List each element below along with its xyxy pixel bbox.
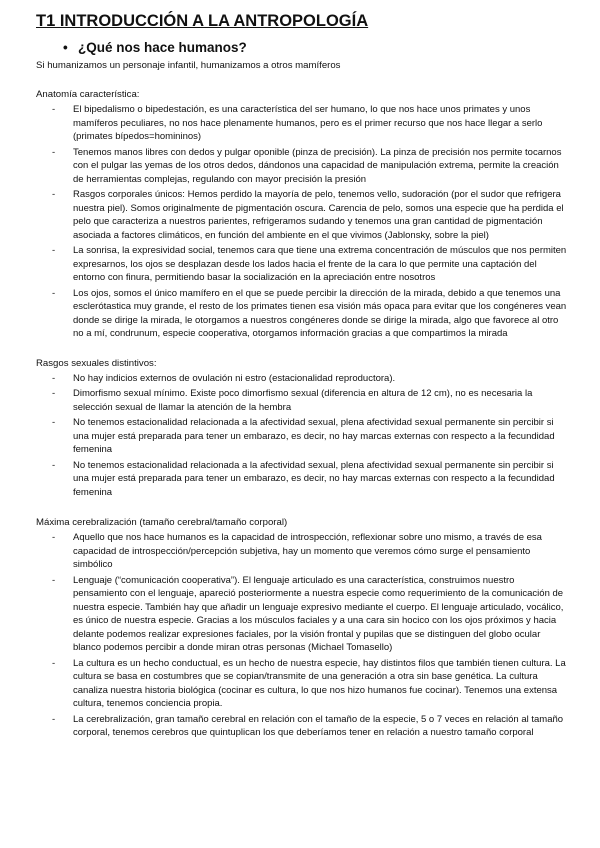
dash-icon: - — [52, 104, 56, 115]
dash-icon: - — [52, 657, 56, 669]
list-item-text: Dimorfismo sexual mínimo. Existe poco dimorfismo sexual (diferencia en altura de 12 cm), no es necesaria la selección sexual de llamar la atención de la hembra — [73, 388, 533, 413]
list-item — [36, 531, 570, 572]
list-item — [36, 103, 570, 144]
dash-icon: - — [52, 574, 56, 586]
list-item — [36, 188, 570, 242]
list-item-text: La cerebralización, gran tamaño cerebral en relación con el tamaño de la especie, 5 o 7 veces en relación al tamaño corporal, tenemos cerebros que quintuplican los que deberíamos tener en relación a nuestro tamaño corporal — [73, 713, 564, 738]
document-page — [36, 10, 570, 742]
subtitle — [63, 40, 570, 56]
dash-icon: - — [52, 417, 56, 428]
list-item-text: La sonrisa, la expresividad social, tenemos cara que tiene una extrema concentración de músculos que nos permiten expresarnos, los ojos se desplazan desde los lados hacia el frente de la cara lo que permite una captación del entorno con finura, permitiendo basar la socialización en la apreciación entre nosotros — [73, 245, 567, 283]
dash-icon: - — [52, 713, 56, 725]
page-title: T1 INTRODUCCIÓN A LA ANTROPOLOGÍA — [36, 12, 369, 30]
list-item-text: Los ojos, somos el único mamífero en el que se puede percibir la dirección de la mirada, debido a que tenemos una esclerótastica muy grande, el resto de los primates tienen esa visión más opaca para evitar que los congéneres vean donde se dirige la mirada, le otorgamos a nuestros congéneres donde se dirige la mirada, algo que favorece al otro no a mí, condrunum, especie cooperativa, otorgamos información gracias a que compartimos la mirada — [73, 287, 567, 339]
section-list — [36, 103, 570, 341]
list-item — [36, 146, 570, 187]
list-item — [36, 713, 570, 740]
dash-icon: - — [52, 532, 56, 543]
list-item — [36, 287, 570, 341]
list-item-text: No tenemos estacionalidad relacionada a la afectividad sexual, plena afectividad sexual permanente sin percibir si una mujer está preparada para tener un embarazo, es decir, no hay marcas externas con respecto a la fecundidad femenina — [73, 417, 555, 455]
list-item — [36, 657, 570, 711]
list-item-text: Aquello que nos hace humanos es la capacidad de introspección, reflexionar sobre uno mismo, a través de esa capacidad de introspección/percepción subjetiva, hay un momento que veremos cómo surge el pensamiento simbólico — [73, 532, 542, 570]
list-item-text: Tenemos manos libres con dedos y pulgar oponible (pinza de precisión). La pinza de precisión nos permite tocarnos con el pulgar las yemas de los otros dedos, dándonos una capacidad de manipulación extrema, permite la creación de herramientas complejas, regulando con mayor precisión la presión — [73, 146, 562, 185]
list-item-text: No hay indicios externos de ovulación ni estro (estacionalidad reproductora). — [73, 372, 396, 384]
section-anatomia — [36, 88, 570, 341]
section-list — [36, 531, 570, 740]
list-item-text: Rasgos corporales únicos: Hemos perdido la mayoría de pelo, tenemos vello, sudoración (por el sudor que refrigera nuestra piel). Somos originalmente de pigmentación oscura. Carencia de pelo, somos una especie que ha perdida el pelo que caracteriza a nuestros parientes, refrigeramos sudando y tenemos una gran cantidad de pigmentación asociada a factores climáticos, en función del ambiente en el que vivimos (Jablonsky, sobre la piel) — [73, 189, 564, 241]
section-cerebralizacion — [36, 516, 570, 740]
section-rasgos-sexuales — [36, 357, 570, 500]
dash-icon: - — [52, 372, 56, 384]
section-heading: Máxima cerebralización (tamaño cerebral/tamaño corporal) — [36, 517, 288, 528]
section-heading: Anatomía característica: — [36, 89, 140, 100]
dash-icon: - — [52, 189, 56, 200]
list-item-text: La cultura es un hecho conductual, es un hecho de nuestra especie, hay distintos filos que también tienen cultura. La cultura se basa en costumbres que se copian/transmite de una generación a otra sin base genética. La cultura canaliza nuestra historia biológica (cocinar es cultura, lo que nos hizo humanos fue cocinar). Tenemos una extensa cultura, tenemos conciencia propia. — [73, 657, 566, 709]
list-item — [36, 416, 570, 457]
list-item — [36, 372, 570, 386]
list-item-text: El bipedalismo o bipedestación, es una característica del ser humano, lo que nos hace unos primates y unos mamíferos peculiares, no nos hace plenamente humanos, pero es el primer recurso que nos hace llegar a serlo (primates bípedos=homininos) — [73, 104, 543, 142]
bullet-icon: • — [63, 40, 68, 55]
list-item — [36, 459, 570, 500]
dash-icon: - — [52, 245, 56, 256]
dash-icon: - — [52, 459, 56, 471]
dash-icon: - — [52, 388, 56, 399]
list-item — [36, 574, 570, 655]
list-item — [36, 387, 570, 414]
section-list — [36, 372, 570, 500]
subtitle-text: ¿Qué nos hace humanos? — [78, 40, 247, 55]
list-item-text: No tenemos estacionalidad relacionada a la afectividad sexual, plena afectividad sexual permanente sin percibir si una mujer está preparada para tener un embarazo, es decir, no hay marcas externas con respecto a la fecundidad femenina — [73, 459, 555, 498]
list-item-text: Lenguaje (“comunicación cooperativa”). El lenguaje articulado es una característica, construimos nuestro pensamiento con el lenguaje, apareció posteriormente a nuestra especie como requerimiento de la comunicación de nuestra especie. También hay que añadir un lenguaje expresivo mediante el cuerpo. El lenguaje articulado, vocálico, es único de nuestra especie. Gracias a los músculos faciales y a una cara sin hocico con los ojos próximos y hacia delante podemos realizar expresiones faciales, por la visión frontal y pupilas que se distinguen del globo ocular blanco podemos percibir a donde miran otras personas (Michael Tomasello) — [73, 574, 564, 653]
dash-icon: - — [52, 146, 56, 158]
list-item — [36, 244, 570, 285]
dash-icon: - — [52, 287, 56, 299]
section-heading: Rasgos sexuales distintivos: — [36, 357, 157, 369]
intro-text: Si humanizamos un personaje infantil, humanizamos a otros mamíferos — [36, 60, 341, 71]
